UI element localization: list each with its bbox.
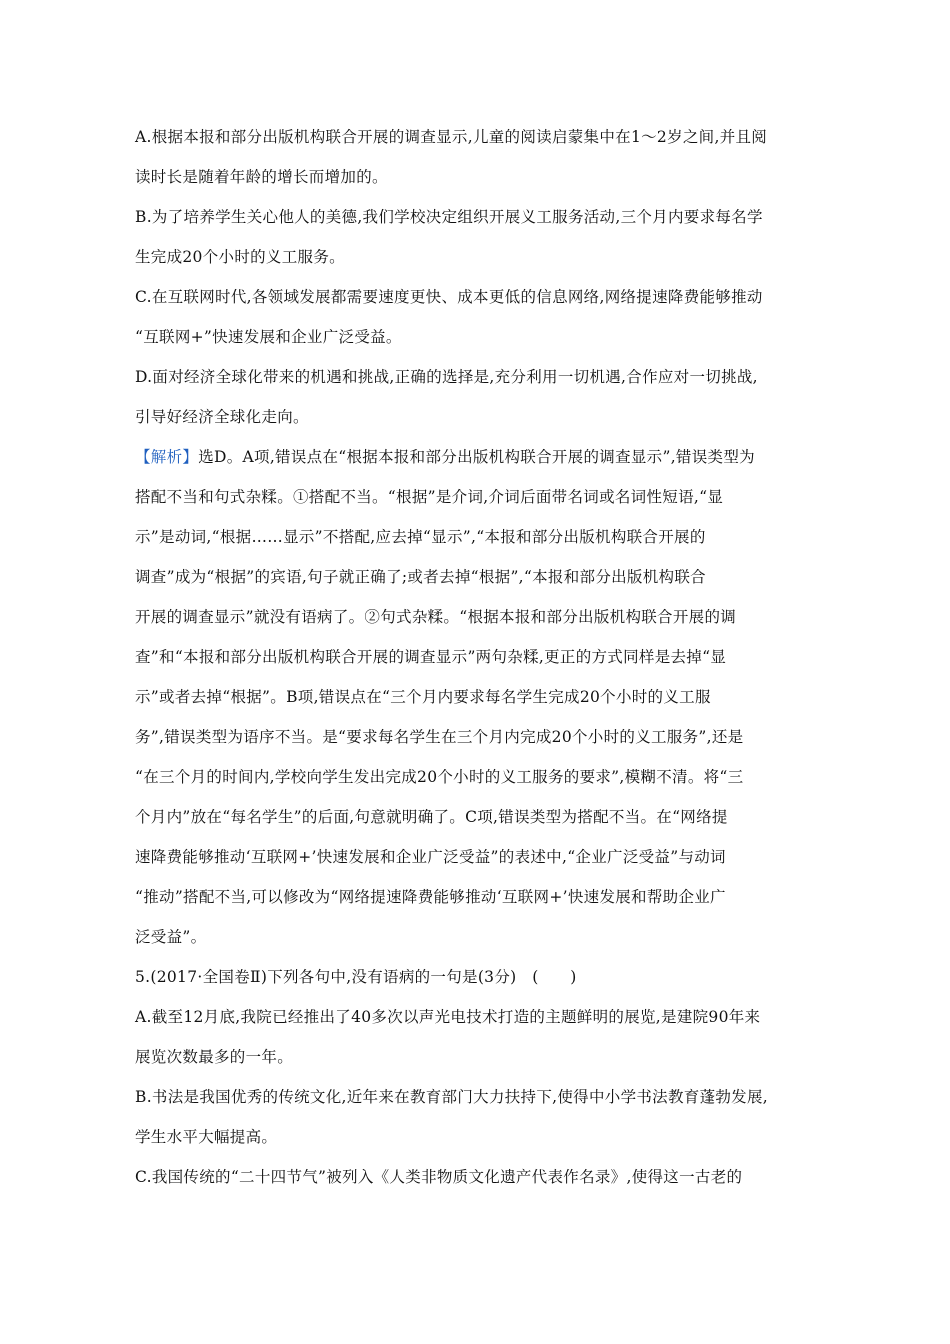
analysis-line-6: 查”和“本报和部分出版机构联合开展的调查显示”两句杂糅,更正的方式同样是去掉“显: [135, 648, 727, 666]
q5-option-a-line-1: A.截至12月底,我院已经推出了40多次以声光电技术打造的主题鲜明的展览,是建院90年来: [135, 1008, 761, 1026]
option-c-line-1: C.在互联网时代,各领域发展都需要速度更快、成本更低的信息网络,网络提速降费能够推动: [135, 288, 763, 306]
option-b-line-1: B.为了培养学生关心他人的美德,我们学校决定组织开展义工服务活动,三个月内要求每名学: [135, 208, 763, 226]
analysis-line-11: 速降费能够推动‘互联网+’快速发展和企业广泛受益”的表述中,“企业广泛受益”与动词: [135, 848, 726, 866]
analysis-line-9: “在三个月的时间内,学校向学生发出完成20个小时的义工服务的要求”,模糊不清。将“三: [135, 768, 744, 786]
analysis-line-4: 调查”成为“根据”的宾语,句子就正确了;或者去掉“根据”,“本报和部分出版机构联合: [135, 568, 706, 586]
analysis-line-5: 开展的调查显示”就没有语病了。②句式杂糅。“根据本报和部分出版机构联合开展的调: [135, 608, 737, 626]
analysis-line-7: 示”或者去掉“根据”。B项,错误点在“三个月内要求每名学生完成20个小时的义工服: [135, 688, 711, 706]
analysis-line-10: 个月内”放在“每名学生”的后面,句意就明确了。C项,错误类型为搭配不当。在“网络提: [135, 808, 728, 826]
q5-option-a-line-2: 展览次数最多的一年。: [135, 1048, 294, 1066]
analysis-line-3: 示”是动词,“根据……显示”不搭配,应去掉“显示”,“本报和部分出版机构联合开展的: [135, 528, 706, 546]
analysis-tag: 【解析】: [135, 448, 199, 466]
option-d-line-2: 引导好经济全球化走向。: [135, 408, 309, 426]
analysis-line-13: 泛受益”。: [135, 928, 207, 946]
analysis-text: 选D。A项,错误点在“根据本报和部分出版机构联合开展的调查显示”,错误类型为: [198, 448, 755, 466]
analysis-line-2: 搭配不当和句式杂糅。①搭配不当。“根据”是介词,介词后面带名词或名词性短语,“显: [135, 488, 724, 506]
analysis-line-8: 务”,错误类型为语序不当。是“要求每名学生在三个月内完成20个小时的义工服务”,还是: [135, 728, 744, 746]
option-d-line-1: D.面对经济全球化带来的机遇和挑战,正确的选择是,充分利用一切机遇,合作应对一切挑战,: [135, 368, 758, 386]
question-5-stem: 5.(2017·全国卷Ⅱ)下列各句中,没有语病的一句是(3分) ( ): [135, 968, 577, 986]
option-a-line-2: 读时长是随着年龄的增长而增加的。: [135, 168, 388, 186]
option-a-line-1: A.根据本报和部分出版机构联合开展的调查显示,儿童的阅读启蒙集中在1～2岁之间,并且阅: [135, 128, 768, 146]
analysis-line-12: “推动”搭配不当,可以修改为“网络提速降费能够推动‘互联网+’快速发展和帮助企业广: [135, 888, 726, 906]
q5-option-c-line-1: C.我国传统的“二十四节气”被列入《人类非物质文化遗产代表作名录》,使得这一古老的: [135, 1168, 743, 1186]
q5-option-b-line-2: 学生水平大幅提高。: [135, 1128, 278, 1146]
analysis-line-1: [135, 447, 815, 467]
option-c-line-2: “互联网+”快速发展和企业广泛受益。: [135, 328, 402, 346]
q5-option-b-line-1: B.书法是我国优秀的传统文化,近年来在教育部门大力扶持下,使得中小学书法教育蓬勃发展,: [135, 1088, 769, 1106]
option-b-line-2: 生完成20个小时的义工服务。: [135, 248, 345, 266]
